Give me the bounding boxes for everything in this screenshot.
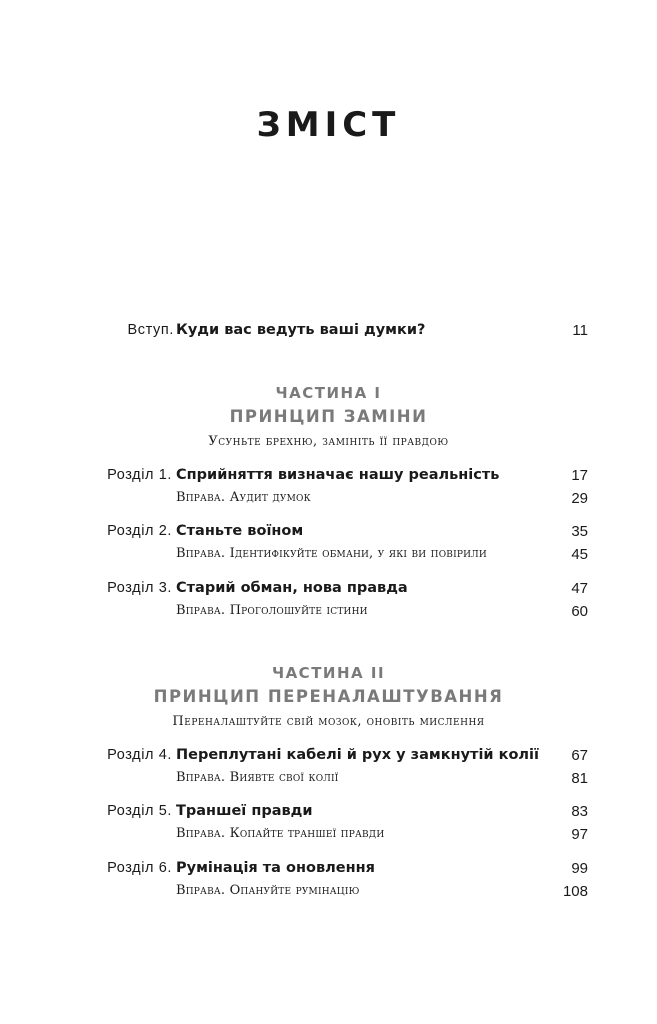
page-title: ЗМІСТ xyxy=(256,105,401,145)
chapter-3-page-number: 47 xyxy=(571,580,588,597)
exercise-5-title: Вправа. Копайте траншеї правди xyxy=(176,826,385,841)
chapter-2-page-number: 35 xyxy=(571,523,588,540)
chapter-1-label: Розділ 1. xyxy=(107,467,172,483)
toc-entry-exercise-1[interactable] xyxy=(0,490,657,512)
exercise-3-page-number: 60 xyxy=(571,603,588,620)
toc-entry-exercise-3[interactable] xyxy=(0,603,657,625)
chapter-2-title: Станьте воїном xyxy=(176,523,304,539)
exercise-3-title: Вправа. Проголошуйте істини xyxy=(176,603,368,618)
chapter-5-label: Розділ 5. xyxy=(107,803,172,819)
chapter-2-label: Розділ 2. xyxy=(107,523,172,539)
exercise-4-title: Вправа. Виявте свої колії xyxy=(176,770,339,785)
part-1-name: ПРИНЦИП ЗАМІНИ xyxy=(229,407,428,426)
toc-entry-chapter-3[interactable] xyxy=(0,580,657,602)
chapter-3-label: Розділ 3. xyxy=(107,580,172,596)
intro-label: Вступ. xyxy=(127,322,174,338)
exercise-5-page-number: 97 xyxy=(571,826,588,843)
toc-entry-chapter-6[interactable] xyxy=(0,860,657,882)
exercise-4-page-number: 81 xyxy=(571,770,588,787)
chapter-1-title: Сприйняття визначає нашу реальність xyxy=(176,467,500,483)
intro-page-number: 11 xyxy=(572,322,588,339)
chapter-3-title: Старий обман, нова правда xyxy=(176,580,408,596)
part-1-subtitle: Усуньте брехню, замініть її правдою xyxy=(208,434,449,449)
exercise-1-title: Вправа. Аудит думок xyxy=(176,490,311,505)
toc-entry-exercise-2[interactable] xyxy=(0,546,657,568)
chapter-1-page-number: 17 xyxy=(571,467,588,484)
chapter-6-page-number: 99 xyxy=(571,860,588,877)
toc-entry-chapter-4[interactable] xyxy=(0,747,657,769)
exercise-1-page-number: 29 xyxy=(571,490,588,507)
exercise-6-page-number: 108 xyxy=(562,883,588,900)
chapter-6-title: Румінація та оновлення xyxy=(176,860,375,876)
toc-entry-exercise-6[interactable] xyxy=(0,883,657,905)
exercise-6-title: Вправа. Опануйте румінацію xyxy=(176,883,360,898)
part-2-subtitle: Переналаштуйте свій мозок, оновіть мислення xyxy=(172,714,485,729)
toc-entry-exercise-5[interactable] xyxy=(0,826,657,848)
toc-entry-chapter-1[interactable] xyxy=(0,467,657,489)
intro-title: Куди вас ведуть ваші думки? xyxy=(176,322,426,338)
exercise-2-title: Вправа. Ідентифікуйте обмани, у які ви повірили xyxy=(176,546,487,561)
toc-entry-intro[interactable] xyxy=(0,322,657,344)
chapter-4-label: Розділ 4. xyxy=(107,747,172,763)
exercise-2-page-number: 45 xyxy=(571,546,588,563)
chapter-5-page-number: 83 xyxy=(571,803,588,820)
part-1-label: ЧАСТИНА I xyxy=(275,384,382,402)
toc-entry-chapter-5[interactable] xyxy=(0,803,657,825)
chapter-6-label: Розділ 6. xyxy=(107,860,172,876)
chapter-4-page-number: 67 xyxy=(571,747,588,764)
toc-entry-chapter-2[interactable] xyxy=(0,523,657,545)
chapter-4-title: Переплутані кабелі й рух у замкнутій колії xyxy=(176,747,539,763)
toc-entry-exercise-4[interactable] xyxy=(0,770,657,792)
part-2-name: ПРИНЦИП ПЕРЕНАЛАШТУВАННЯ xyxy=(153,687,504,706)
part-2-label: ЧАСТИНА II xyxy=(271,664,386,682)
chapter-5-title: Траншеї правди xyxy=(176,803,313,819)
